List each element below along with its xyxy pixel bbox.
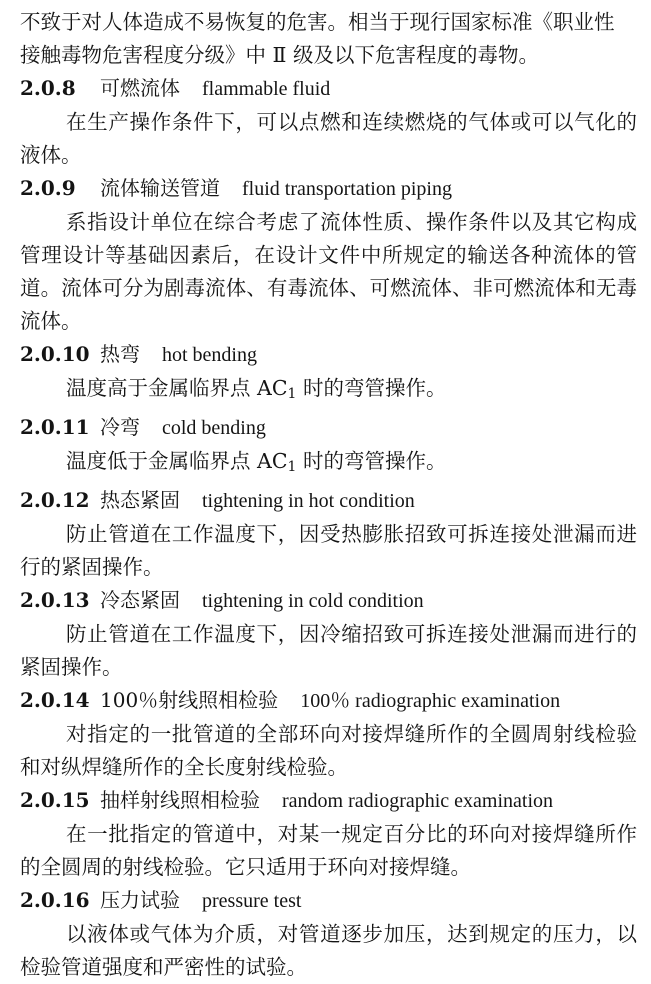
term-heading [20, 72, 637, 106]
term-english: random radiographic examination [282, 790, 554, 812]
term-definition: 系指设计单位在综合考虑了流体性质、操作条件以及其它构成管理设计等基础因素后，在设计文件中所规定的输送各种流体的管道。流体可分为剧毒流体、有毒流体、可燃流体、非可燃流体和无毒流体。 [20, 210, 637, 333]
term-heading [20, 684, 637, 718]
term-number: 2.0.11 [20, 415, 90, 439]
term-english: cold bending [162, 417, 266, 439]
intro-line-2: 接触毒物危害程度分级》中 Ⅱ 级及以下危害程度的毒物。 [20, 43, 539, 67]
term-heading [20, 484, 637, 518]
term-heading [20, 172, 637, 206]
term-number: 2.0.8 [20, 76, 76, 100]
term-heading [20, 338, 637, 372]
subscript: 1 [287, 386, 297, 402]
term-definition: 以液体或气体为介质，对管道逐步加压，达到规定的压力，以检验管道强度和严密性的试验。 [20, 922, 637, 979]
term-english: hot bending [162, 344, 257, 366]
term-chinese: 压力试验 [100, 888, 180, 912]
term-number: 2.0.15 [20, 788, 90, 812]
term-english: fluid transportation piping [242, 178, 452, 200]
term-english: tightening in hot condition [202, 490, 415, 512]
term-number: 2.0.16 [20, 888, 90, 912]
intro-line-1: 不致于对人体造成不易恢复的危害。相当于现行国家标准《职业性 [20, 10, 615, 34]
term-heading [20, 784, 637, 818]
term-definition: 防止管道在工作温度下，因受热膨胀招致可拆连接处泄漏而进行的紧固操作。 [20, 522, 637, 579]
term-chinese: 热态紧固 [100, 488, 180, 512]
term-english: tightening in cold condition [202, 590, 424, 612]
definition-text: 时的弯管操作。 [296, 376, 447, 400]
term-english: pressure test [202, 890, 302, 912]
term-definition: 在生产操作条件下，可以点燃和连续燃烧的气体或可以气化的液体。 [20, 110, 637, 167]
term-chinese: 冷态紧固 [100, 588, 180, 612]
term-chinese: 冷弯 [100, 415, 140, 439]
term-chinese: 热弯 [100, 342, 140, 366]
term-number: 2.0.13 [20, 588, 90, 612]
term-definition [20, 445, 637, 484]
definition-text: 温度高于金属临界点 AC [66, 376, 288, 400]
term-heading [20, 584, 637, 618]
term-definition: 防止管道在工作温度下，因冷缩招致可拆连接处泄漏而进行的紧固操作。 [20, 622, 637, 679]
term-number: 2.0.10 [20, 342, 90, 366]
term-heading [20, 884, 637, 918]
term-english: 100％ radiographic examination [300, 690, 561, 712]
term-heading [20, 411, 637, 445]
term-chinese: 流体输送管道 [100, 176, 220, 200]
term-definition: 对指定的一批管道的全部环向对接焊缝所作的全圆周射线检验和对纵焊缝所作的全长度射线检验。 [20, 722, 637, 779]
term-number: 2.0.12 [20, 488, 90, 512]
definition-text: 温度低于金属临界点 AC [66, 449, 288, 473]
term-number: 2.0.9 [20, 176, 76, 200]
term-chinese: 抽样射线照相检验 [100, 788, 260, 812]
term-number: 2.0.14 [20, 688, 90, 712]
term-definition: 在一批指定的管道中，对某一规定百分比的环向对接焊缝所作的全圆周的射线检验。它只适用于环向对接焊缝。 [20, 822, 637, 879]
definition-text: 时的弯管操作。 [296, 449, 447, 473]
subscript: 1 [287, 459, 297, 475]
term-definition [20, 372, 637, 411]
term-chinese: 100％射线照相检验 [100, 688, 279, 712]
term-english: flammable fluid [202, 78, 331, 100]
term-chinese: 可燃流体 [100, 76, 180, 100]
